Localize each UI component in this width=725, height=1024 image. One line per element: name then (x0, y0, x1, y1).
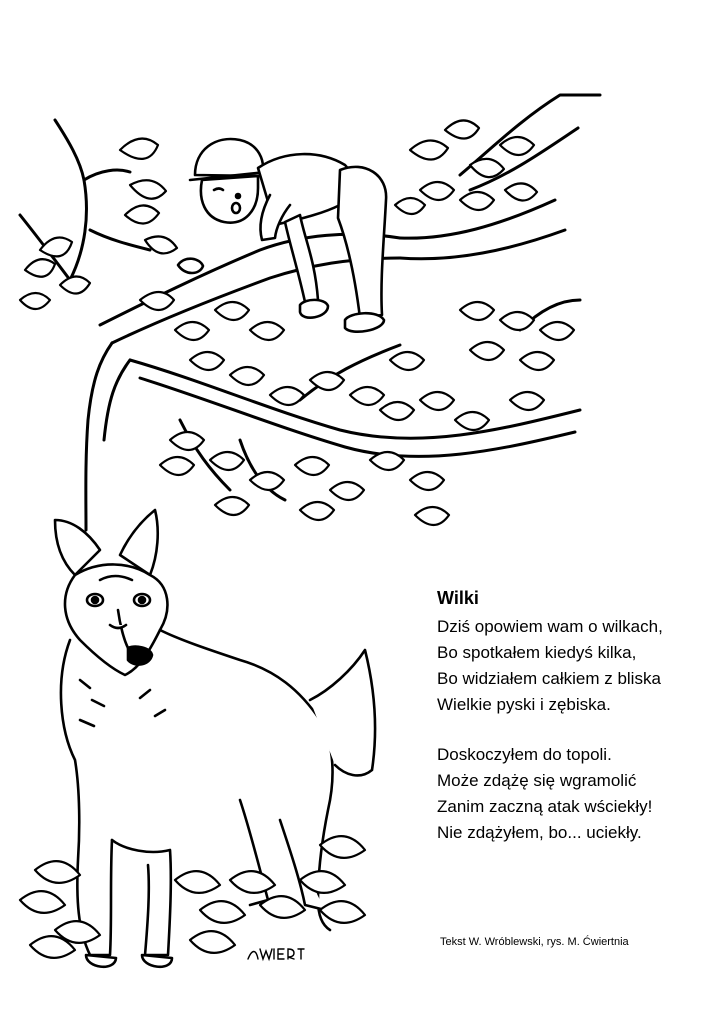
verse-line: Może zdążę się wgramolić (437, 771, 637, 790)
artist-signature (246, 945, 306, 963)
poem-title: Wilki (437, 588, 479, 608)
stanza-1 (437, 614, 707, 718)
poem (437, 586, 707, 870)
boy-in-tree-icon (178, 139, 386, 332)
verse-line: Bo spotkałem kiedyś kilka, (437, 643, 637, 662)
verse-line: Wielkie pyski i zębiska. (437, 695, 611, 714)
wolf-icon (55, 510, 375, 967)
verse-line: Dziś opowiem wam o wilkach, (437, 617, 663, 636)
stanza-2 (437, 742, 707, 846)
verse-line: Doskoczyłem do topoli. (437, 745, 612, 764)
verse-line: Zanim zaczną atak wściekły! (437, 797, 653, 816)
author-credit: Tekst W. Wróblewski, rys. M. Ćwiertnia (440, 936, 629, 948)
verse-line: Bo widziałem całkiem z bliska (437, 669, 661, 688)
verse-line: Nie zdążyłem, bo... uciekły. (437, 823, 642, 842)
